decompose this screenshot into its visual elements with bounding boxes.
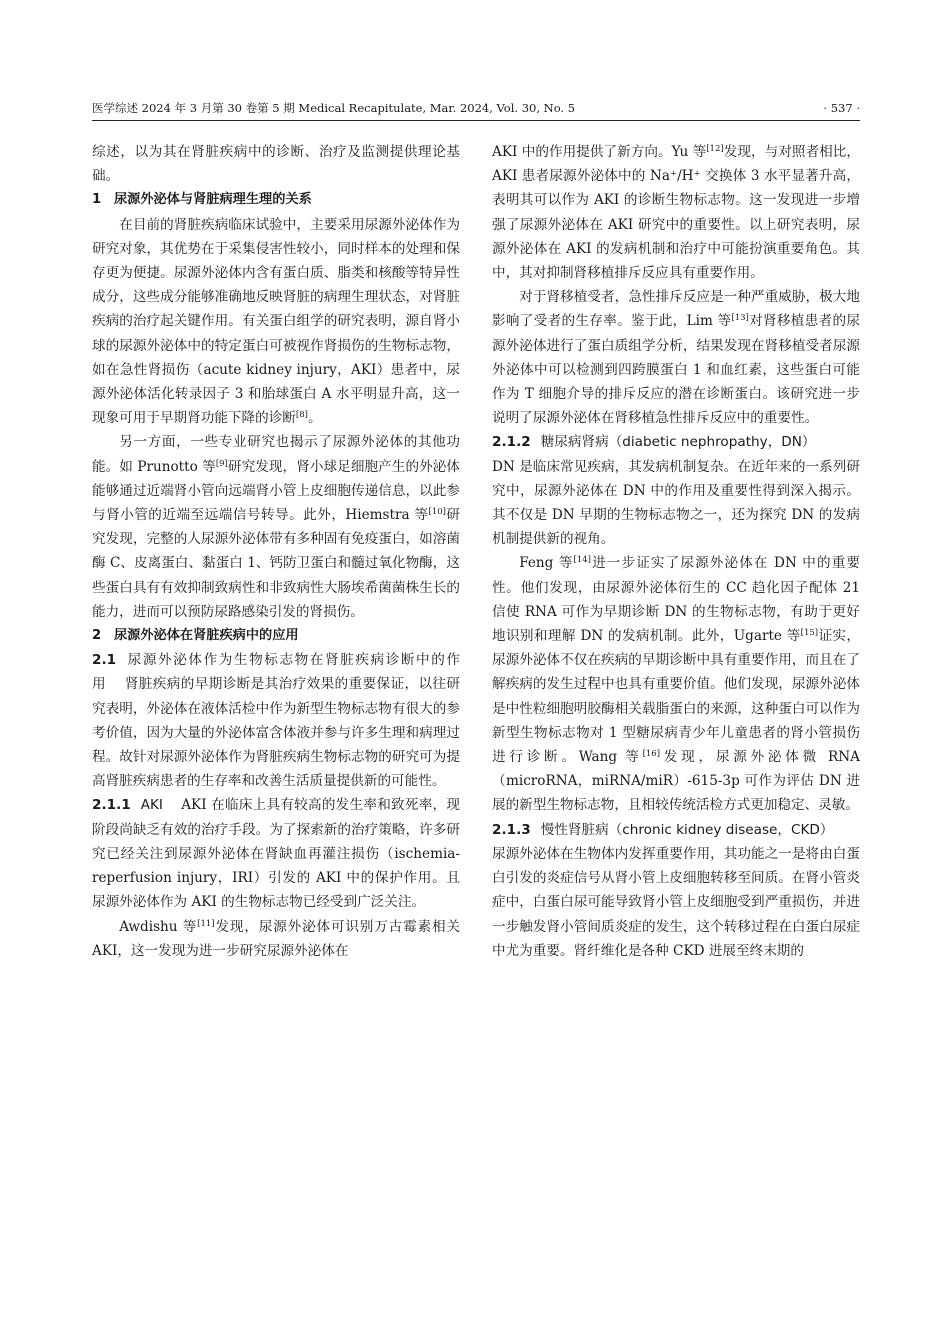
section-title: 尿源外泌体与肾脏病理生理的关系	[114, 192, 312, 208]
paragraph-text: 。	[307, 410, 322, 427]
paragraph: 尿源外泌体在生物体内发挥重要作用，其功能之一是将由白蛋白引发的炎症信号从肾小管上皮细胞转移至间质。在肾小管炎症中，白蛋白尿可能导致肾小管上皮细胞受到严重损伤，并进一步触发肾小管间质炎症的发生，这个转移过程在白蛋白尿症中尤为重要。肾纤维化是各种 CKD 进展至终末期的	[492, 845, 860, 959]
citation-ref: [12]	[706, 144, 724, 154]
subsection-title: AKI	[140, 797, 163, 814]
right-column	[492, 140, 860, 963]
subsection-heading	[492, 818, 860, 842]
paragraph-text: 研究发现，完整的人尿源外泌体带有多种固有免疫蛋白，如溶菌酶 C、皮离蛋白、黏蛋白 1、钙防卫蛋白和髓过氧化物酶，这些蛋白具有有效抑制致病性和非致病性大肠埃希菌菌株生长的能力，进而可以预防尿路感染引发的肾损伤。	[92, 507, 460, 620]
paragraph	[92, 430, 460, 624]
running-header	[92, 97, 860, 119]
header-rule	[92, 120, 860, 121]
paragraph-text: 发现，尿源外泌体可识别万古霉素相关 AKI，这一发现为进一步研究尿源外泌体在	[92, 918, 461, 959]
page-number: · 537 ·	[823, 101, 860, 115]
paragraph	[92, 915, 460, 963]
section-heading-1	[92, 188, 460, 212]
paragraph-text: 证实，尿源外泌体不仅在疾病的早期诊断中具有重要作用，而且在了解疾病的发生过程中也具有重要价值。他们发现，尿源外泌体是中性粒细胞明胶酶相关载脂蛋白的来源，这种蛋白可以作为新型生物标志物对 1 型糖尿病青少年儿童患者的肾小管损伤进行诊断。Wang 等	[492, 628, 860, 766]
citation-ref: [14]	[573, 555, 591, 566]
journal-citation: 医学综述 2024 年 3 月第 30 卷第 5 期 Medical Recapitulate, Mar. 2024, Vol. 30, No. 5	[92, 101, 576, 115]
subsection-title: 尿源外泌体作为生物标志物在肾脏疾病诊断中的作用	[92, 652, 460, 693]
citation-ref: [10]	[428, 507, 446, 518]
paragraph-intro-end: 综述，以为其在肾脏疾病中的诊断、治疗及监测提供理论基础。	[92, 144, 460, 185]
subsection-number: 2.1.3	[492, 821, 531, 838]
paragraph-text: 进一步证实了尿源外泌体在 DN 中的重要性。他们发现，由尿源外泌体衍生的 CC 趋化因子配体 21 信使 RNA 可作为早期诊断 DN 的生物标志物，有助于更好地识别和理解 DN 的发病机制。此外，Ugarte 等	[492, 555, 860, 645]
paragraph-text: AKI 中的作用提供了新方向。Yu 等	[492, 144, 707, 160]
paragraph: DN 是临床常见疾病，其发病机制复杂。在近年来的一系列研究中，尿源外泌体在 DN 中的作用及重要性得到深入揭示。其不仅是 DN 早期的生物标志物之一，还为探究 DN 的发病机制提供新的视角。	[492, 458, 860, 548]
section-title: 尿源外泌体在肾脏疾病中的应用	[114, 628, 299, 644]
paragraph-text: Awdishu 等	[119, 918, 198, 935]
paragraph-text: 对肾移植患者的尿源外泌体进行了蛋白质组学分析，结果发现在肾移植受者尿源外泌体中可以检测到四跨膜蛋白 1 和血红素，这些蛋白可能作为 T 细胞介导的排斥反应的潜在诊断蛋白。该研究进一步说明了尿源外泌体在肾移植急性排斥反应中的重要性。	[492, 313, 860, 427]
subsection-heading	[492, 430, 860, 454]
paragraph-text: Feng 等	[519, 555, 574, 572]
citation-ref: [9]	[215, 458, 228, 469]
left-column	[92, 140, 460, 963]
paragraph-text: 对于肾移植受者，急性排斥反应是一种严重威胁，极大地影响了受者的生存率。鉴于此，Lim 等	[492, 289, 860, 330]
paragraph-text: 研究发现，肾小球足细胞产生的外泌体能够通过近端肾小管向远端肾小管上皮细胞传递信息，以此参与肾小管的近端至远端信号转导。此外，Hiemstra 等	[92, 458, 460, 524]
paragraph	[92, 793, 460, 914]
paragraph-text: 另一方面，一些专业研究也揭示了尿源外泌体的其他功能。如 Prunotto 等	[92, 434, 460, 475]
paragraph	[492, 140, 860, 285]
citation-ref: [16]	[642, 749, 661, 760]
citation-ref: [15]	[800, 628, 819, 639]
subsection-title: 糖尿病肾病（diabetic nephropathy，DN）	[540, 434, 816, 451]
citation-ref: [13]	[731, 313, 749, 324]
citation-ref: [8]	[295, 410, 308, 421]
paragraph-text: AKI 在临床上具有较高的发生率和致死率，现阶段尚缺乏有效的治疗手段。为了探索新的治疗策略，许多研究已经关注到尿源外泌体在肾缺血再灌注损伤（ischemia-reperfusion injury，IRI）引发的 AKI 中的保护作用。且尿源外泌体作为 AKI 的生物标志物已经受到广泛关注。	[92, 797, 460, 911]
paragraph-text: 在目前的肾脏疾病临床试验中，主要采用尿源外泌体作为研究对象，其优势在于采集侵害性较小，同时样本的处理和保存更为便捷。尿源外泌体内含有蛋白质、脂类和核酸等特异性成分，这些成分能够准确地反映肾脏的病理生理状态，对肾脏疾病的治疗起关键作用。有关蛋白组学的研究表明，源自肾小球的尿源外泌体中的特定蛋白可被视作肾损伤的生物标志物，如在急性肾损伤（acute kidney injury，AKI）患者中，尿源外泌体活化转录因子 3 和胎球蛋白 A 水平明显升高，这一现象可用于早期肾功能下降的诊断	[92, 216, 460, 427]
section-heading-2	[92, 624, 460, 648]
paragraph-text: 发现，尿源外泌体微 RNA（microRNA，miRNA/miR）-615-3p 可作为评估 DN 进展的新型生物标志物，且相较传统活检方式更加稳定、灵敏。	[492, 749, 860, 814]
subsection-number: 2.1.2	[492, 434, 531, 451]
citation-ref: [11]	[197, 918, 215, 929]
subsection-title: 慢性肾脏病（chronic kidney disease，CKD）	[540, 821, 834, 838]
paragraph-text: 肾脏疾病的早期诊断是其治疗效果的重要保证，以往研究表明，外泌体在液体活检中作为新型生物标志物有很大的参考价值，因为大量的外泌体富含体液并参与许多生理和病理过程。故针对尿源外泌体作为肾脏疾病生物标志物的研究可为提高肾脏疾病患者的生存率和改善生活质量提供新的可能性。	[92, 676, 460, 790]
paragraph	[492, 285, 860, 430]
section-number: 2	[92, 628, 102, 644]
paragraph-text: 发现，与对照者相比，AKI 患者尿源外泌体中的 Na⁺/H⁺ 交换体 3 水平显著升高，表明其可以作为 AKI 的诊断生物标志物。这一发现进一步增强了尿源外泌体在 AKI 研究中的重要性。以上研究表明，尿源外泌体在 AKI 的发病机制和治疗中可能扮演重要角色。其中，其对抑制肾移植排斥反应具有重要作用。	[492, 144, 861, 282]
paragraph	[92, 648, 460, 793]
subsection-number: 2.1	[92, 652, 117, 669]
section-number: 1	[92, 192, 102, 208]
paragraph	[92, 213, 460, 431]
paragraph	[492, 551, 860, 817]
subsection-number: 2.1.1	[92, 797, 131, 814]
